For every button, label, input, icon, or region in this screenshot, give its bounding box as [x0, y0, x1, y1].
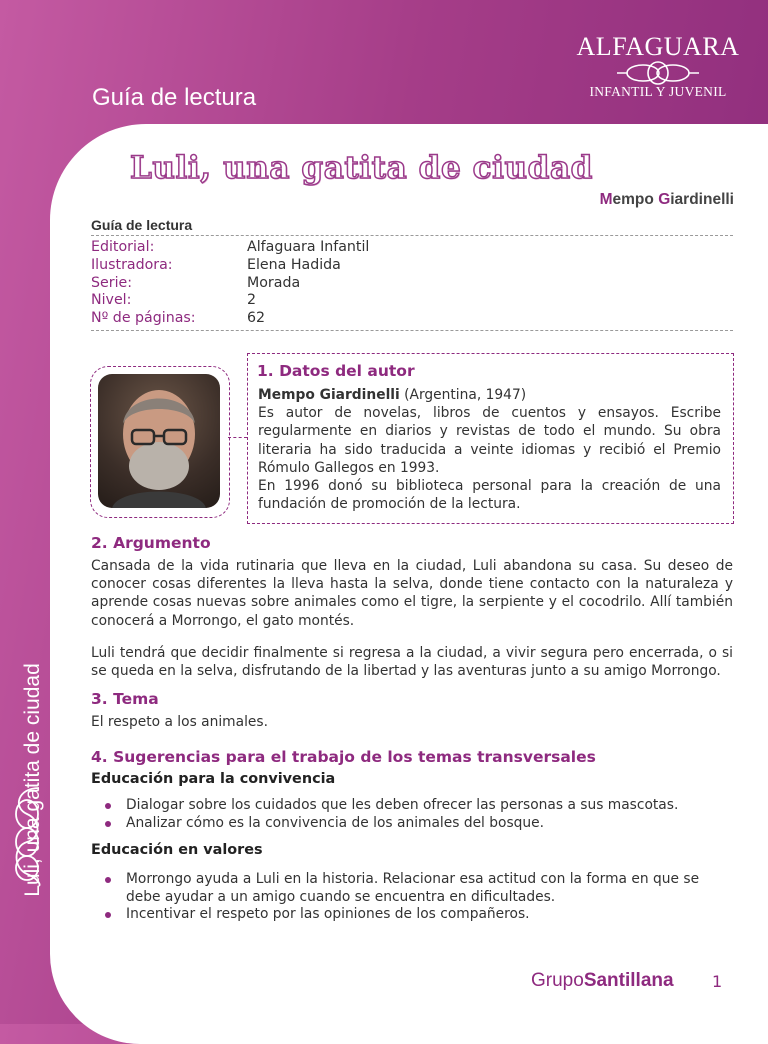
author-origin: (Argentina, 1947) [399, 387, 527, 403]
section-title-author: 1. Datos del autor [257, 362, 415, 380]
meta-row-level [91, 292, 369, 310]
photo-connector [228, 437, 247, 438]
subheading-convivencia: Educación para la convivencia [91, 771, 336, 787]
subheading-valores: Educación en valores [91, 842, 263, 858]
tema-text: El respeto a los animales. [91, 714, 268, 730]
meta-value: 62 [247, 310, 266, 327]
footer-logo [531, 970, 674, 992]
divider [91, 235, 733, 236]
author-first-initial: M [599, 191, 613, 208]
argumento-paragraph: Cansada de la vida rutinaria que lleva en la ciudad, Luli abandona su casa. Su deseo de conocer cosas diferentes la lleva hasta la selva, donde tiene contacto con la naturaleza y aprende cosas nuevas sobre animales como el tigre, la serpiente y el cocodrilo. Allí también conocerá a Morrongo, el gato montés. [91, 558, 733, 629]
footer-logo-part2: Santillana [583, 970, 674, 991]
vertical-book-title: Luli, una gatita de ciudad [21, 663, 44, 897]
meta-value: Elena Hadida [247, 256, 341, 273]
meta-label: Nº de páginas: [91, 310, 196, 327]
list-item: Incentivar el respeto por las opiniones de los compañeros. [91, 906, 733, 924]
author-photo [98, 374, 220, 508]
list-item: Dialogar sobre los cuidados que les deben ofrecer las personas a sus mascotas. [91, 797, 733, 815]
meta-row-pages [91, 310, 369, 328]
publisher-name: ALFAGUARA [576, 32, 740, 61]
author-last-initial: G [658, 191, 671, 208]
author-bio-text: Es autor de novelas, libros de cuentos y ensayos. Escribe regularmente en diarios y revistas de todo el mundo. Su obra literaria ha sido traducida a veinte idiomas y recibió el Premio Rómulo Gallegos en 1993. [258, 405, 721, 476]
publisher-subtitle: INFANTIL Y JUVENIL [589, 84, 727, 99]
meta-label: Serie: [91, 274, 133, 291]
book-author [600, 191, 734, 209]
bullet-list [91, 871, 733, 924]
author-portrait-icon [98, 374, 220, 508]
meta-row-illustrator [91, 257, 369, 275]
author-first-rest: empo [612, 191, 659, 208]
meta-value: Morada [247, 274, 301, 291]
section-title-tema: 3. Tema [91, 690, 159, 708]
meta-value: Alfaguara Infantil [247, 239, 370, 255]
bullet-list [91, 797, 733, 832]
page-number: 1 [712, 972, 723, 991]
header-title: Guía de lectura [92, 84, 257, 111]
book-metadata [91, 239, 369, 328]
guide-label: Guía de lectura [91, 217, 193, 233]
meta-value: 2 [247, 292, 257, 309]
list-item: Analizar cómo es la convivencia de los animales del bosque. [91, 815, 733, 833]
divider [91, 330, 733, 331]
meta-label: Editorial: [91, 239, 155, 255]
meta-row-series [91, 275, 369, 293]
author-name: Mempo Giardinelli [258, 387, 400, 403]
section-title-argumento: 2. Argumento [91, 534, 211, 552]
footer-logo-part1: Grupo [531, 970, 584, 991]
meta-row-editorial [91, 239, 369, 257]
author-name-line [258, 386, 721, 404]
author-bio-text: En 1996 donó su biblioteca personal para la creación de una fundación de promoción de la lectura. [258, 478, 721, 513]
book-title: Luli, una gatita de ciudad [130, 150, 593, 186]
meta-label: Nivel: [91, 292, 132, 309]
argumento-paragraph: Luli tendrá que decidir finalmente si regresa a la ciudad, a vivir segura pero encerrada, o si se queda en la selva, disfrutando de la libertad y las aventuras junto a su amigo Morrongo. [91, 645, 733, 680]
list-item: Morrongo ayuda a Luli en la historia. Relacionar esa actitud con la forma en que se debe ayudar a un amigo cuando se encuentra en dificultades. [91, 871, 733, 906]
section-title-sugerencias: 4. Sugerencias para el trabajo de los temas transversales [91, 748, 596, 766]
author-last-rest: iardinelli [670, 191, 734, 208]
author-bio [258, 386, 721, 513]
meta-label: Ilustradora: [91, 256, 173, 273]
